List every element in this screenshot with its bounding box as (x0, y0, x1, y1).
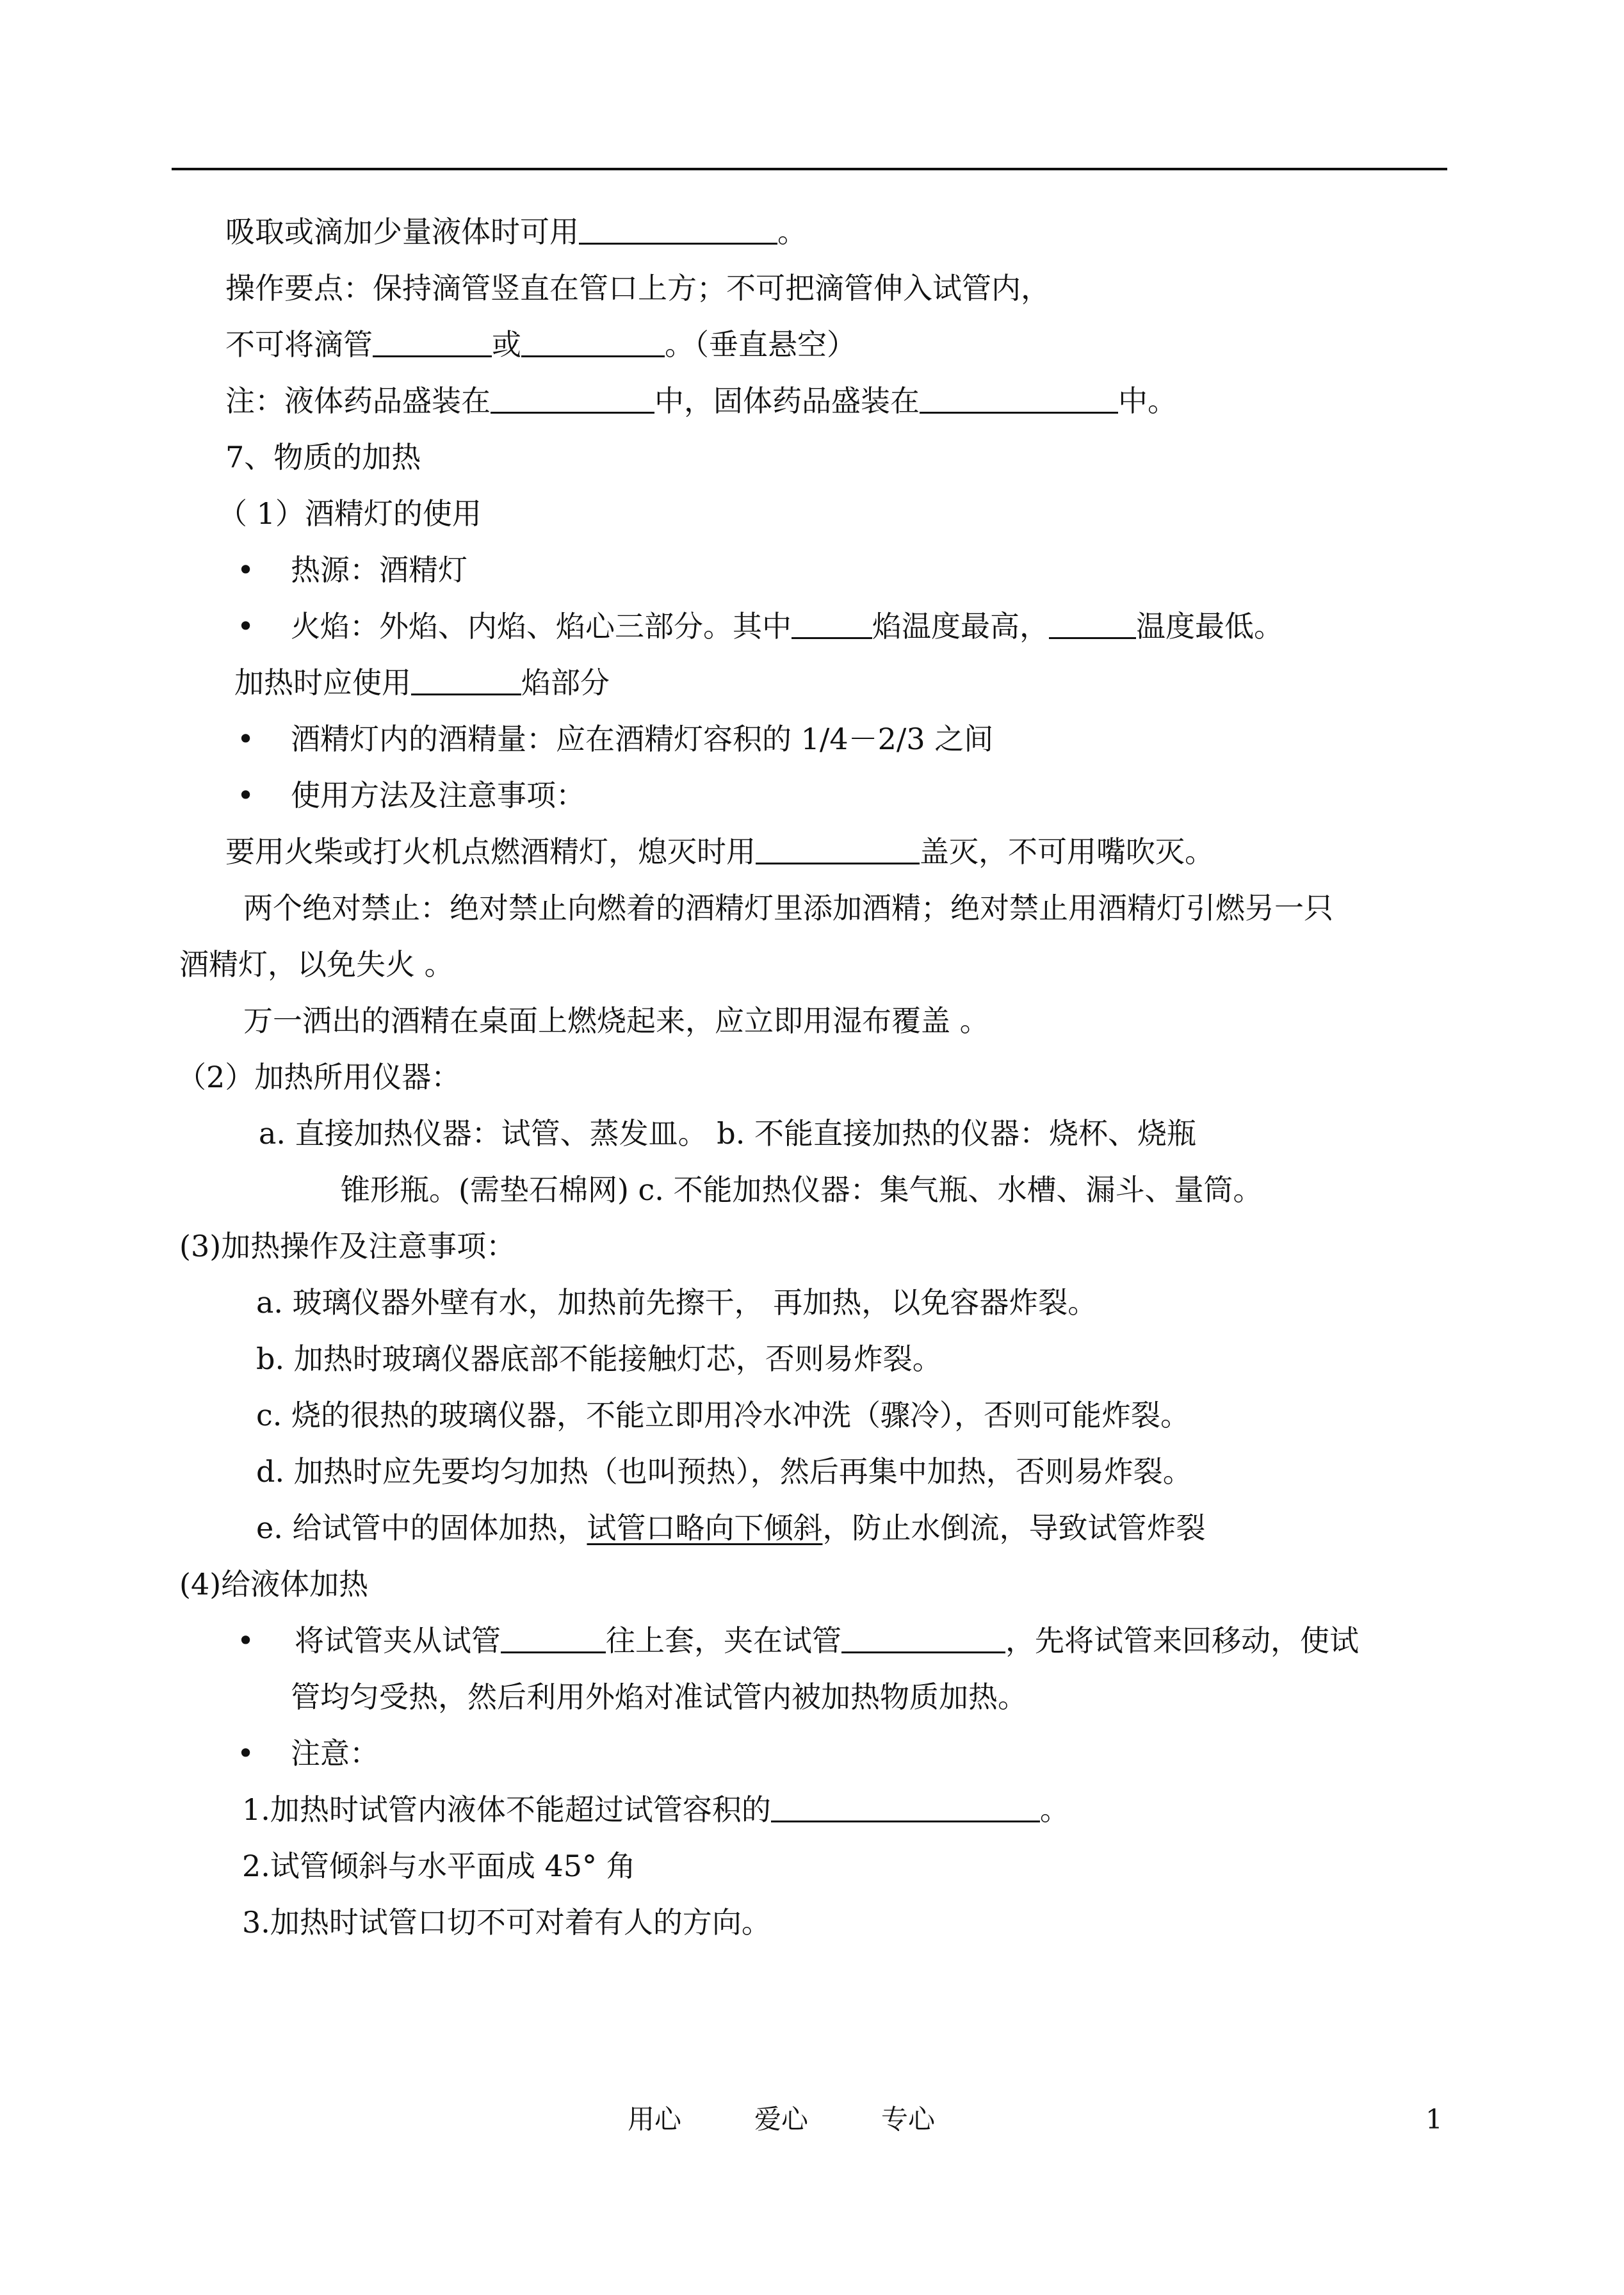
text-line: 酒精灯，以免失火 。 (179, 947, 454, 982)
fill-blank[interactable] (841, 1622, 1005, 1653)
text-line: b. 加热时玻璃仪器底部不能接触灯芯，否则易炸裂。 (256, 1342, 942, 1376)
text-line: d. 加热时应先要均匀加热（也叫预热），然后再集中加热，否则易炸裂。 (256, 1454, 1192, 1489)
fill-blank[interactable] (501, 1622, 606, 1653)
bullet-line: 酒精灯内的酒精量：应在酒精灯容积的 1/4－2/3 之间 (291, 722, 994, 756)
underlined-text: 试管口略向下倾斜 (587, 1511, 823, 1545)
text-line: 锥形瓶。(需垫石棉网) c. 不能加热仪器：集气瓶、水槽、漏斗、量筒。 (341, 1172, 1263, 1207)
section-heading: 7、物质的加热 (225, 440, 421, 474)
text-line: 两个绝对禁止：绝对禁止向燃着的酒精灯里添加酒精；绝对禁止用酒精灯引燃另一只 (243, 891, 1333, 925)
text-line: 1.加热时试管内液体不能超过试管容积的 。 (242, 1792, 1069, 1827)
footer-middle: 爱心 (754, 2104, 809, 2135)
header-rule (172, 168, 1447, 170)
fill-blank[interactable] (373, 326, 492, 357)
text-line: 万一洒出的酒精在桌面上燃烧起来，应立即用湿布覆盖 。 (243, 1003, 989, 1038)
text-line: 2.试管倾斜与水平面成 45° 角 (242, 1849, 636, 1883)
fill-blank[interactable] (771, 1791, 1040, 1822)
bullet-line: 使用方法及注意事项： (291, 778, 585, 813)
text-line: 注：液体药品盛装在 中，固体药品盛装在 中。 (225, 384, 1177, 418)
fill-blank[interactable] (521, 326, 665, 357)
text-line: 3.加热时试管口切不可对着有人的方向。 (242, 1905, 771, 1940)
bullet-line: 热源：酒精灯 (291, 553, 467, 587)
text-line: 管均匀受热，然后利用外焰对准试管内被加热物质加热。 (291, 1680, 1027, 1714)
bullet: • (237, 722, 255, 756)
bullet: • (237, 1736, 255, 1771)
text-line: 加热时应使用 焰部分 (234, 665, 610, 700)
text-line: a. 玻璃仪器外壁有水，加热前先擦干， 再加热，以免容器炸裂。 (256, 1285, 1098, 1320)
fill-blank[interactable] (1049, 608, 1136, 639)
bullet: • (237, 778, 255, 813)
footer-right: 专心 (881, 2104, 936, 2135)
fill-blank[interactable] (756, 833, 920, 864)
subsection-heading: (4)给液体加热 (179, 1567, 369, 1602)
bullet-line: 注意： (291, 1736, 379, 1771)
subsection-heading: （ 1）酒精灯的使用 (218, 496, 482, 531)
fill-blank[interactable] (411, 664, 521, 695)
footer-left: 用心 (628, 2104, 682, 2135)
text-line: e. 给试管中的固体加热，试管口略向下倾斜，防止水倒流，导致试管炸裂 (256, 1511, 1206, 1545)
text-line: 不可将滴管 或 。（垂直悬空） (225, 327, 856, 362)
bullet-line: 将试管夹从试管 往上套，夹在试管 ，先将试管来回移动，使试 (295, 1623, 1359, 1658)
fill-blank[interactable] (491, 382, 654, 414)
bullet: • (237, 1623, 255, 1658)
bullet: • (237, 553, 255, 587)
subsection-heading: (3)加热操作及注意事项： (179, 1229, 516, 1263)
text-line: a. 直接加热仪器：试管、蒸发皿。 b. 不能直接加热的仪器：烧杯、烧瓶 (259, 1116, 1196, 1151)
page-number: 1 (1425, 2104, 1443, 2135)
text-line: c. 烧的很热的玻璃仪器，不能立即用冷水冲洗（骤冷），否则可能炸裂。 (256, 1398, 1190, 1432)
text-line: 操作要点：保持滴管竖直在管口上方；不可把滴管伸入试管内， (225, 271, 1050, 305)
fill-blank[interactable] (579, 213, 777, 245)
bullet: • (237, 609, 255, 644)
bullet-line: 火焰：外焰、内焰、焰心三部分。其中 焰温度最高， 温度最低。 (291, 609, 1283, 644)
subsection-heading: （2）加热所用仪器： (177, 1060, 461, 1094)
fill-blank[interactable] (920, 382, 1118, 414)
fill-blank[interactable] (792, 608, 872, 639)
text-line: 要用火柴或打火机点燃酒精灯，熄灭时用 盖灭，不可用嘴吹灭。 (225, 834, 1214, 869)
text-line: 吸取或滴加少量液体时可用 。 (225, 215, 807, 249)
